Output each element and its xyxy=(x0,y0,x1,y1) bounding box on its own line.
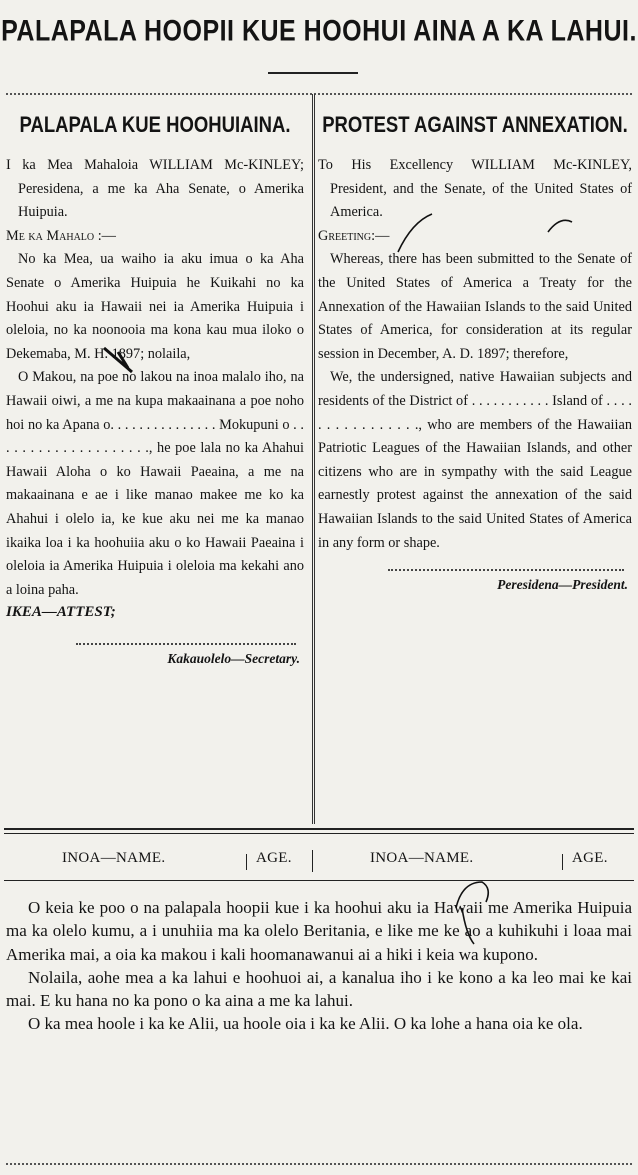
table-top-rule-thin xyxy=(4,833,634,834)
signature-table-header xyxy=(6,844,632,878)
main-title: PALAPALA HOOPII KUE HOOHUI AINA A KA LAHUI. xyxy=(1,14,637,48)
right-paragraph-2: We, the undersigned, native Hawaiian subjects and residents of the District of . . . . . . . . . . . Island of . . . . . . . . . . . . . . . ., who are members of the Hawaiian Patriotic Leagues of the Hawaiian Islands, and other citizens who are in sympathy with the said League earnestly protest against the annexation of the said Hawaiian Islands to the said United States of America in any form or shape. xyxy=(318,369,632,551)
president-label: Peresidena—President. xyxy=(497,577,628,593)
left-address: I ka Mea Mahaloia WILLIAM Mc-KINLEY; Peresidena, a me ka Aha Senate, o Amerika Huipuia. xyxy=(6,157,304,221)
footer-text xyxy=(6,896,632,1036)
footer-paragraph-3: O ka mea hoole i ka ke Alii, ua hoole oia i ka ke Alii. O ka lohe a hana oia ke ola. xyxy=(28,1014,583,1034)
left-column xyxy=(6,108,304,667)
footer-paragraph-2: Nolaila, aohe mea a ka lahui e hoohuoi ai, a kanalua iho i ke kono a ka leo mai ke kai mai. E ku hana no ka pono o ka aina a me ka lahui. xyxy=(6,967,632,1011)
attest-label: IKEA—ATTEST; xyxy=(6,604,116,621)
age-column-header-right: AGE. xyxy=(572,850,608,866)
header-separator xyxy=(246,854,247,870)
left-paragraph-1: No ka Mea, ua waiho ia aku imua o ka Aha Senate o Amerika Huipuia he Kuikahi no ka Hoohui aku ia Hawaii nei ia Amerika Huipuia i oleloia, no ka noonooia ma kona kau mua iloko o Dekemaba, M. H. 1897; nolaila, xyxy=(6,251,304,362)
age-column-header-left: AGE. xyxy=(256,850,292,866)
name-column-header-left: INOA—NAME. xyxy=(62,850,166,866)
table-top-rule xyxy=(4,828,634,830)
right-column-heading: PROTEST AGAINST ANNEXATION. xyxy=(322,112,628,137)
left-salutation: Me ka Mahalo :— xyxy=(6,227,116,244)
bottom-dotted-border xyxy=(6,1163,632,1165)
left-paragraph-2: O Makou, na poe no lakou na inoa malalo iho, na Hawaii oiwi, a me na kupa makaainana a poe noho hoi no ka Apana o. . . . . . . . . . . . . . . Mokupuni o . . . . . . . . . . . . . . . . . . . ., he poe lala no ka Ahahui Hawaii Aloha o ko Hawaii Paeaina, a me na makaainana e ae i like manao makee me ko ka Ahahui i olelo ia, ke kue aku nei me ka manao ikaika loa i ka hoohuiia aku o ko Hawaii Paeaina i oleloia ia Amerika Huipuia i oleloia ma kekahi ano a loina paha. xyxy=(6,369,304,598)
secretary-label: Kakauolelo—Secretary. xyxy=(167,651,300,667)
secretary-signature-line xyxy=(76,643,296,645)
right-column xyxy=(318,108,632,593)
president-signature-line xyxy=(388,569,624,571)
column-divider xyxy=(312,94,315,824)
left-column-heading: PALAPALA KUE HOOHUIAINA. xyxy=(19,112,291,137)
table-bottom-rule xyxy=(4,880,634,881)
name-column-header-right: INOA—NAME. xyxy=(370,850,474,866)
right-paragraph-1: Whereas, there has been submitted to the Senate of the United States of America a Treaty for the Annexation of the Hawaiian Islands to the said United States of America, for consideration at its regular session in December, A. D. 1897; therefore, xyxy=(318,251,632,362)
header-separator xyxy=(562,854,563,870)
title-rule xyxy=(268,72,358,74)
right-salutation: Greeting:— xyxy=(318,227,390,244)
footer-paragraph-1: O keia ke poo o na palapala hoopii kue i ka hoohui aku ia Hawaii me Amerika Huipuia ma ka olelo kumu, a i unuhiia ma ka olelo Beritania, e like me ke ao a kuhikuhi i loaa mai Amerika mai, a oia ka makou i kali hoomanawanui ai a hiki i keia wa kupono. xyxy=(6,898,632,964)
right-address: To His Excellency WILLIAM Mc-KINLEY, President, and the Senate, of the United States of America. xyxy=(318,157,632,221)
header-center-divider xyxy=(312,850,313,872)
top-dotted-border xyxy=(6,93,632,95)
